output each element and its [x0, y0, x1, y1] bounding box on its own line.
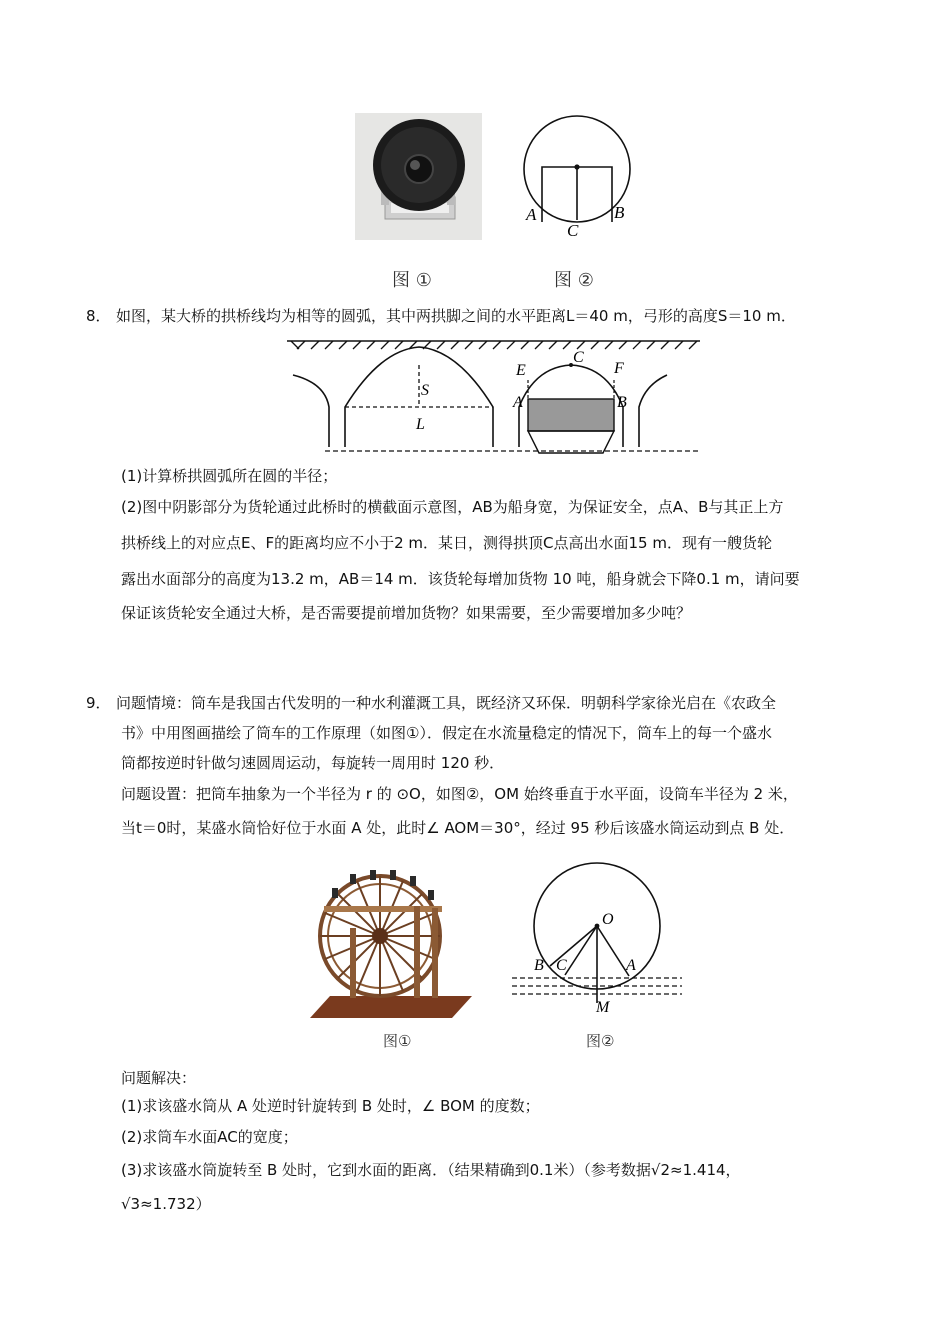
- circle-label-b: B: [614, 203, 625, 222]
- bridge-label-a: A: [513, 394, 523, 411]
- bridge-label-f: F: [614, 360, 624, 377]
- q8-number: 8．: [86, 307, 111, 325]
- top-figure-caption-2: 图 ②: [554, 270, 594, 291]
- q9-line5: 当t＝0时，某盛水筒恰好位于水面 A 处，此时∠ AOM＝30°，经过 95 秒后该盛水筒运动到点 B 处．: [121, 819, 795, 837]
- circle-diagram: [515, 112, 640, 242]
- q9-number: 9．: [86, 694, 111, 712]
- q9-sub3-line2: √3≈1.732）: [121, 1195, 211, 1213]
- q8-part2-line1: (2)图中阴影部分为货轮通过此桥时的横截面示意图，AB为船身宽，为保证安全，点A、B与其正上方: [121, 498, 784, 516]
- bridge-label-s: S: [421, 382, 429, 399]
- q9-figure-caption-2: 图②: [586, 1032, 615, 1050]
- waterwheel-diagram: [510, 858, 685, 1018]
- circle-label-a: A: [526, 205, 537, 224]
- wheel-label-c: C: [556, 957, 567, 974]
- q9-line2: 书》中用图画描绘了筒车的工作原理（如图①）．假定在水流量稳定的情况下，筒车上的每一个盛水: [121, 724, 772, 742]
- q9-line3: 筒都按逆时针做匀速圆周运动，每旋转一周用时 120 秒．: [121, 754, 505, 772]
- q9-figure-caption-1: 图①: [383, 1032, 412, 1050]
- waterwheel-photo: [310, 868, 472, 1026]
- bridge-label-c: C: [573, 349, 584, 366]
- wheel-label-m: M: [596, 999, 610, 1016]
- bridge-label-l: L: [416, 416, 425, 433]
- speaker-photo-drawing: [355, 113, 482, 240]
- q8-part2-line4: 保证该货轮安全通过大桥，是否需要提前增加货物？如果需要，至少需要增加多少吨？: [121, 604, 692, 622]
- speaker-photo: [355, 113, 482, 240]
- wheel-label-o: O: [602, 911, 614, 928]
- bridge-label-e: E: [516, 362, 526, 379]
- q9-solve-title: 问题解决：: [121, 1069, 197, 1087]
- q8-part1: (1)计算桥拱圆弧所在圆的半径；: [121, 467, 338, 485]
- q9-sub3-line1: (3)求该盛水筒旋转至 B 处时，它到水面的距离．（结果精确到0.1米）（参考数据√2≈1.414，: [121, 1161, 741, 1179]
- wheel-label-b: B: [534, 957, 544, 974]
- q9-line4: 问题设置：把筒车抽象为一个半径为 r 的 ⊙O，如图②，OM 始终垂直于水平面，设筒车半径为 2 米，: [121, 785, 798, 803]
- q8-part2-line3: 露出水面部分的高度为13.2 m，AB＝14 m．该货轮每增加货物 10 吨，船身就会下降0.1 m，请问要: [121, 570, 800, 588]
- circle-label-c: C: [567, 221, 579, 240]
- bridge-diagram: [285, 335, 705, 457]
- q9-sub1: (1)求该盛水筒从 A 处逆时针旋转到 B 处时，∠ BOM 的度数；: [121, 1097, 540, 1115]
- bridge-label-b: B: [617, 394, 627, 411]
- wheel-label-a: A: [626, 957, 636, 974]
- q9-line1: 问题情境：筒车是我国古代发明的一种水利灌溉工具，既经济又环保．明朝科学家徐光启在《农政全: [116, 694, 777, 712]
- q9-sub2: (2)求筒车水面AC的宽度；: [121, 1128, 298, 1146]
- q8-stem: 如图，某大桥的拱桥线均为相等的圆弧，其中两拱脚之间的水平距离L＝40 m，弓形的高度S＝10 m．: [116, 307, 796, 325]
- q8-part2-line2: 拱桥线上的对应点E、F的距离均应不小于2 m．某日，测得拱顶C点高出水面15 m．现有一艘货轮: [121, 534, 772, 552]
- top-figure-caption-1: 图 ①: [392, 270, 432, 291]
